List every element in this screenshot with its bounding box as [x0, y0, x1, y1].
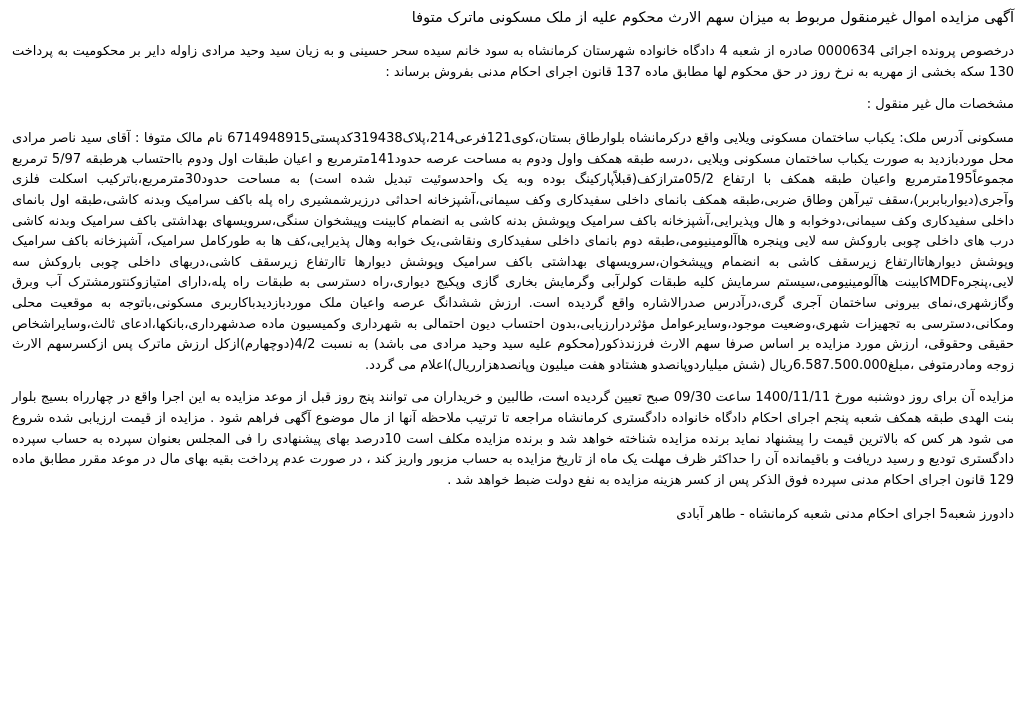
auction-paragraph: مزایده آن برای روز دوشنبه مورخ 1400/11/11 ساعت 09/30 صبح تعیین گردیده است، طالبین و خریداران می توانند پنج روز قبل از موعد مزایده به این اجرا واقع در چهارراه بسیج بلوار بنت الهدی طبقه همکف شعبه پنجم اجرای احکام دادگاه خانواده دادگستری کرمانشاه مراجعه تا ترتیب ملاحظه آنها از مال موضوع آگهی فراهم شود . مزایده از قیمت ارزیابی شده شروع می شود هر کس که بالاترین قیمت را پیشنهاد نماید برنده مزایده شناخته خواهد شد و برنده مزایده مکلف است 10درصد بهای پیشنهادی را فی المجلس بعنوان سپرده به حساب سپرده دادگستری توديع و رسید دریافت و باقیمانده آن را حداکثر ظرف مهلت یک ماه از تاریخ مزایده به حساب مزبور واریز کند ، در صورت عدم پرداخت بقیه بهای مال در موعد مقرر مطابق ماده 129 قانون اجرای احکام مدنی سپرده فوق الذکر پس از کسر هزینه مزایده به نفع دولت ضبط خواهد شد .: [12, 390, 1014, 488]
document-title: آگهی مزایده اموال غیرمنقول مربوط به میزان سهم الارث محکوم علیه از ملک مسکونی ماترک متوفا: [411, 10, 1014, 26]
property-description: مسکونی آدرس ملک: یکباب ساختمان مسکونی ویلایی واقع درکرمانشاه بلوارطاق بستان،کوی121فرعی214،پلاک319438کدپستی6714948915 نام مالک متوفا : آقای سید ناصر مرادی محل موردبازدید به صورت یکباب ساختمان مسکونی ویلایی ،درسه طبقه همکف واول ودوم به مساحت عرصه حدود141مترمربع و اعیان طبقات اول ودوم بااحتساب هرطبقه 5/97 ترمربع مجموعاً195مترمربع واعیان طبقه همکف با ارتفاع 05/2مترازکف(قبلاًپارکینگ بوده وبه یک واحدسوئیت تبدیل شده است) به مساحت حدود30مترمربع،باترکیب اسکلت فلزی وآجری(دیواربابربر)،سقف تیرآهن وطاق ضربی،طبقه همکف بانمای داخلی سفیدکاری وکف سیمانی،آشپزخانه احداثی درزیرشمشیری راه پله باکف سرامیک وبدنه کاشی،طبقه اول بانمای داخلی سفیدکاری وکف سیمانی،دوخوابه و هال وپذیرایی،آشپزخانه باکف سرامیک وپوشش بدنه کاشی به انضمام کابینت وپیشخوان سنگی،سرویسهای بهداشتی باکف سرامیک وبدنه کاشی درب های داخلی چوبی باروکش سه لایی وپنجره هاآلومینیومی،طبقه دوم بانمای داخلی سفیدکاری ونقاشی،یک خوابه وهال پذیرایی،کف ها به طورکامل سرامیک، آشپزخانه باکف سرامیک وپوشش دیوارهاتاارتفاع زیرسقف کاشی به انضمام وپیشخوان،سرویسهای بهداشتی باکف سرامیک وپوشش دیوارها تاارتفاع زیرسقف کاشی،دربهای داخلی چوبی باروکش سه لایی،پنجرهMDFکابینت هاآلومینیومی،سیستم سرمایش کلیه طبقات کولرآبی وگرمایش بخاری گازی وپکیج دیواری،راه دسترسی به طبقات راه پله،دارای امتیازوکنتورمشترک آب وبرق وگازشهری،نمای بیرونی ساختمان آجری گری،درآدرس صدرالاشاره واقع گردیده است. ارزش ششدانگ عرصه واعیان ملک موردبازدیدباکاربری مسکونی،باتوجه به موقعیت محلی ومکانی،دسترسی به تجهیزات شهری،وضعیت موجود،وسایرعوامل مؤثردرارزیابی،بدون احتساب دیون احتمالی به شهرداری وکمیسیون ماده صدشهرداری،بانکها،ادعای ثالث،وسایراشخاص حقیقی وحقوقی، ارزش مورد مزایده بر اساس صرفا سهم الارث فرزندذکور(محکوم علیه سید وحید مرادی می باشد) به نسبت 4/2(دوچهارم)ازکل ارزش ماترک پس ازکسرسهم الارث زوجه ومادرمتوفی ،مبلغ6.587.500.000ریال (شش میلیاردوپانصدو هشتادو هفت میلیون وپانصدهزارریال)اعلام می گردد.: [12, 131, 1015, 373]
section-heading: مشخصات مال غیر منقول :: [866, 97, 1014, 113]
signature: دادورز شعبه5 اجرای احکام مدنی شعبه کرمانشاه - طاهر آبادی: [676, 507, 1014, 523]
intro-paragraph: درخصوص پرونده اجرائی 0000634 صادره از شعبه 4 دادگاه خانواده شهرستان کرمانشاه به سود خانم سیده سحر حسینی و به زیان سید وحید مرادی زاوله دایر بر محکومیت به پرداخت 130 سکه بخشی از مهریه به نرخ روز در حق محکوم لها مطابق ماده 137 قانون اجرای احکام مدنی بفروش برساند :: [12, 44, 1014, 80]
